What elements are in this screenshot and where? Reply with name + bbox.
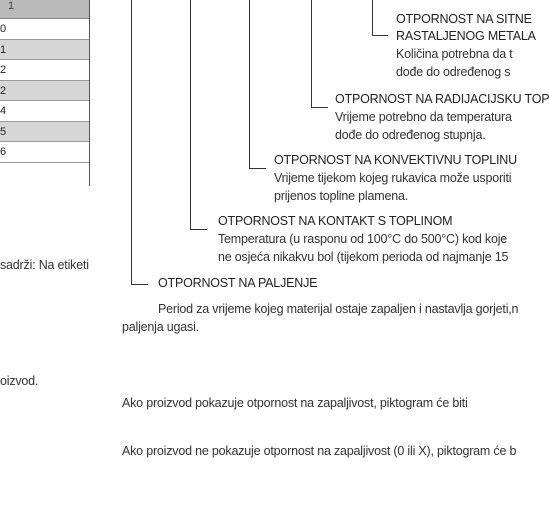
leader-line-radijacijska (311, 0, 312, 107)
leader-line-kontakt (190, 0, 191, 229)
item-desc-radijacijska-1: Vrijeme potrebno da temperatura (335, 110, 512, 124)
item-desc-kontakt-2: ne osjeća nikakvu bol (tijekom perioda od najmanje 15 (218, 250, 509, 264)
item-desc-metal-2: dođe do određenog s (396, 65, 511, 79)
item-title-kontakt: OTPORNOST NA KONTAKT S TOPLINOM (218, 214, 453, 228)
table-right-border (89, 0, 90, 186)
paragraph-paljenje-1: Period za vrijeme kojeg materijal ostaje zapaljen i nastavlja gorjeti,n (158, 302, 519, 316)
item-desc-konvektivna-1: Vrijeme tijekom kojeg rukavica može usporiti (274, 171, 512, 185)
left-text-proizvod: oizvod. (0, 374, 39, 388)
item-title-paljenje: OTPORNOST NA PALJENJE (158, 276, 318, 290)
table-row: 2 (0, 81, 90, 102)
leader-line-metal (372, 0, 373, 35)
table-row: 0 (0, 19, 90, 40)
performance-level-table (0, 0, 90, 163)
leader-line-paljenje-tick (131, 284, 148, 285)
leader-line-metal-tick (372, 35, 388, 36)
item-desc-konvektivna-2: prijenos topline plamena. (274, 189, 408, 203)
table-row: 6 (0, 142, 90, 163)
table-header-label: 1 (8, 0, 15, 12)
leader-line-konvektivna (249, 0, 250, 168)
item-title-radijacijska: OTPORNOST NA RADIJACIJSKU TOP (335, 92, 549, 106)
paragraph-piktogram-positive: Ako proizvod pokazuje otpornost na zapaljivost, piktogram će biti (122, 396, 468, 410)
leader-line-konvektivna-tick (249, 168, 266, 169)
item-desc-radijacijska-2: dođe do određenog stupnja. (335, 128, 486, 142)
item-title-metal-cont: RASTALJENOG METALA (396, 29, 536, 43)
table-row: 5 (0, 122, 90, 143)
item-title-metal: OTPORNOST NA SITNE (396, 12, 532, 26)
table-row: 2 (0, 60, 90, 81)
table-row: 1 (0, 40, 90, 61)
table-row: 4 (0, 101, 90, 122)
item-desc-kontakt-1: Temperatura (u rasponu od 100°C do 500°C) kod koje (218, 232, 508, 246)
item-title-konvektivna: OTPORNOST NA KONVEKTIVNU TOPLINU (274, 153, 517, 167)
table-header (0, 0, 90, 19)
left-text-sadrzi: sadrži: Na etiketi (0, 258, 89, 272)
leader-line-radijacijska-tick (311, 107, 328, 108)
leader-line-paljenje (131, 0, 132, 284)
paragraph-piktogram-negative: Ako proizvod ne pokazuje otpornost na zapaljivost (0 ili X), piktogram će b (122, 444, 517, 458)
item-desc-metal-1: Količina potrebna da t (396, 47, 513, 61)
paragraph-paljenje-2: paljenja ugasi. (122, 320, 199, 334)
leader-line-kontakt-tick (190, 229, 207, 230)
